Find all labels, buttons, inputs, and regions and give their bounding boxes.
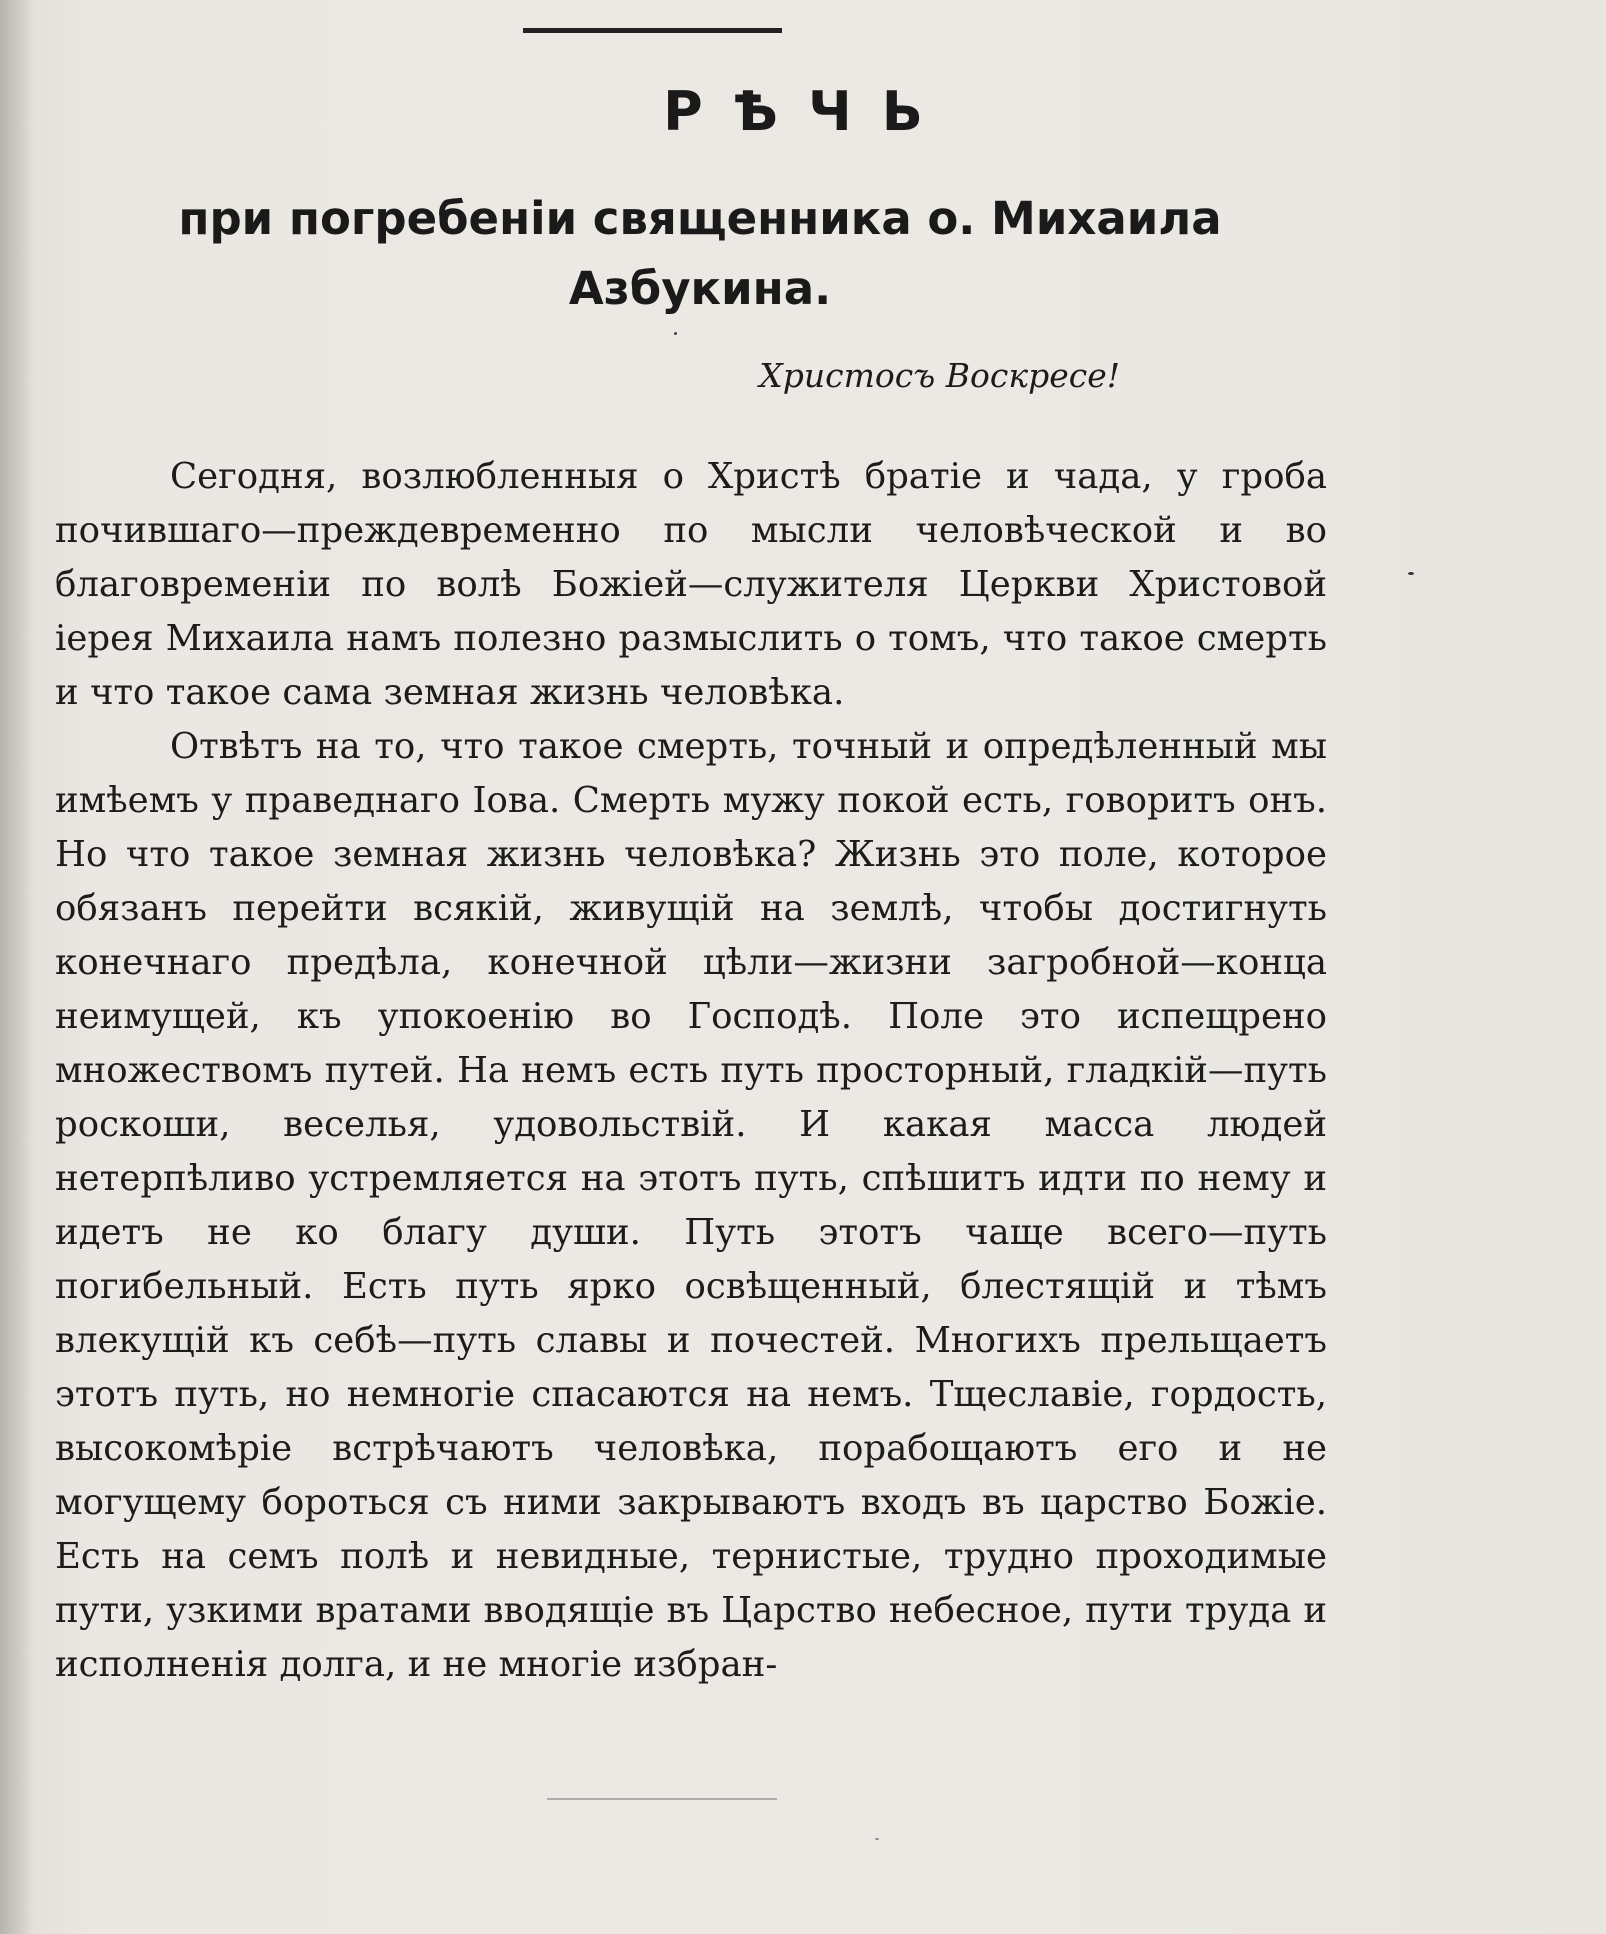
ink-speck <box>875 1838 879 1840</box>
paragraph-1: Сегодня, возлюбленныя о Христѣ братіе и чада, у гроба почившаго—преждевременно по мысли человѣческой и во благовременіи по волѣ Божіей—служителя Церкви Христовой іерея Михаила намъ полезно размыслить о томъ, что такое смерть и что такое сама земная жизнь человѣка. <box>55 456 1327 713</box>
greeting-line: Христосъ Воскресе! <box>759 356 1120 395</box>
page-subtitle: при погребеніи священника о. Михаила Азбукина. <box>178 192 1222 315</box>
ink-speck <box>1408 572 1414 575</box>
binding-gutter-shadow <box>0 0 34 1934</box>
paragraph-2: Отвѣтъ на то, что такое смерть, точный и опредѣленный мы имѣемъ у праведнаго Іова. Смерть мужу покой есть, говоритъ онъ. Но что такое земная жизнь человѣка? Жизнь это поле, которое обязанъ перейти всякій, живущій на землѣ, чтобы достигнуть конечнаго предѣла, конечной цѣли—жизни загробной—конца неимущей, къ упокоенію во Господѣ. Поле это испещрено множествомъ путей. На немъ есть путь просторный, гладкій—путь роскоши, веселья, удовольствій. И какая масса людей нетерпѣливо устремляется на этотъ путь, спѣшитъ идти по нему и идетъ не ко благу души. Путь этотъ чаще всего—путь погибельный. Есть путь ярко освѣщенный, блестящій и тѣмъ влекущій къ себѣ—путь славы и почестей. Многихъ прельщаетъ этотъ путь, но немногіе спасаются на немъ. Тщеславіе, гордость, высокомѣріе встрѣчаютъ человѣка, порабощаютъ его и не могущему бороться съ ними закрываютъ входъ въ царство Божіе. Есть на семъ полѣ и невидные, тернистые, трудно проходимые пути, узкими вратами вводящіе въ Царство небесное, пути труда и исполненія долга, и не многіе избран- <box>55 726 1327 1685</box>
header-rule <box>523 28 782 33</box>
page-title: РѢЧЬ <box>663 80 953 143</box>
footer-rule <box>547 1798 777 1800</box>
sermon-body <box>55 450 1327 1692</box>
ink-dot <box>674 332 677 335</box>
